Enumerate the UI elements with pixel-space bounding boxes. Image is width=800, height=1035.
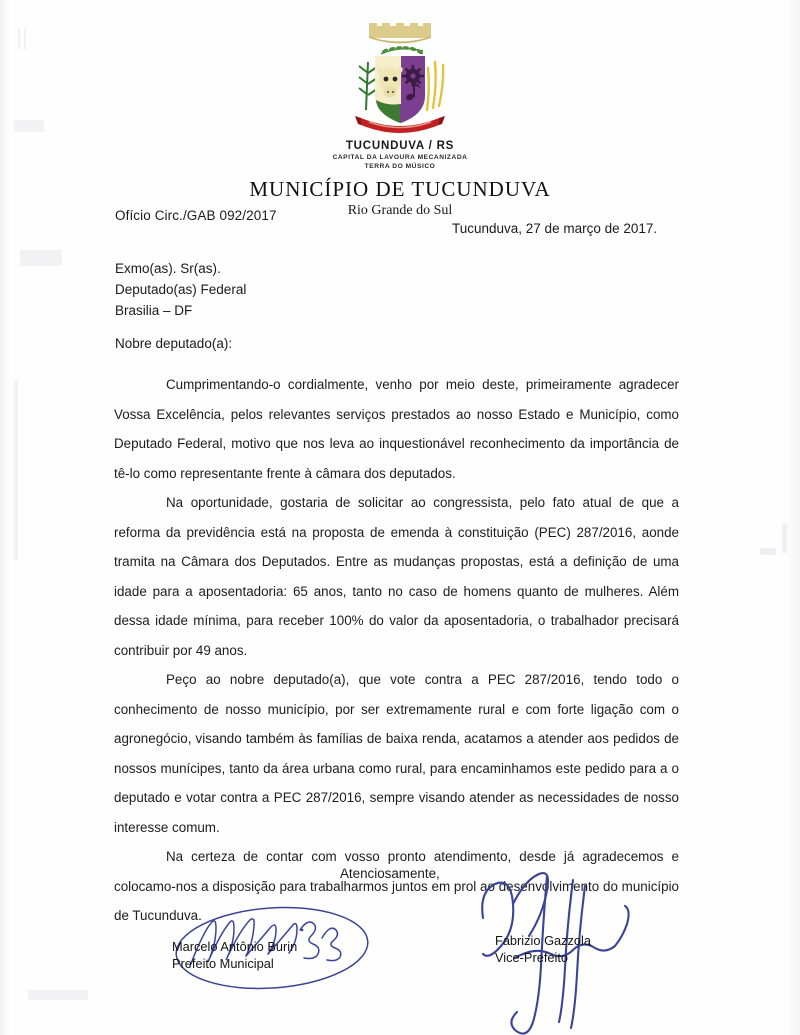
state-subtitle: Rio Grande do Sul bbox=[347, 203, 453, 218]
closing-salutation: Atenciosamente, bbox=[340, 866, 440, 881]
letterhead bbox=[0, 18, 800, 219]
dateline: Tucunduva, 27 de março de 2017. bbox=[452, 221, 658, 236]
scan-speck bbox=[782, 523, 787, 553]
mayor-title: Prefeito Municipal bbox=[172, 956, 274, 971]
crest-city-line: TUCUNDUVA / RS bbox=[345, 140, 455, 152]
document-reference: Ofício Circ./GAB 092/2017 bbox=[115, 208, 277, 223]
scan-speck bbox=[14, 380, 18, 560]
body-paragraph: Peço ao nobre deputado(a), que vote contra a PEC 287/2016, tendo todo o conhecimento de nosso município, por ser extremamente rural e com forte ligação com o agronegócio, visando também às famílias de baixa renda, acatamos a atender aos pedidos de nossos munícipes, tanto da área urbana como rural, para encaminhamos este pedido para a o deputado e votar contra a PEC 287/2016, sempre visando atender as necessidades de nosso interesse comum. bbox=[114, 672, 679, 835]
crest-subtitle-2: TERRA DO MÚSICO bbox=[364, 163, 436, 170]
crest-subtitle-1: CAPITAL DA LAVOURA MECANIZADA bbox=[332, 154, 468, 161]
scan-speck bbox=[28, 990, 88, 1000]
vice-mayor-name: Fabrizio Gazzola bbox=[495, 933, 592, 948]
signature-name-mayor bbox=[172, 938, 297, 972]
vice-mayor-title: Vice-Prefeito bbox=[495, 950, 569, 965]
municipality-title: MUNICÍPIO DE TUCUNDUVA bbox=[249, 177, 551, 201]
addressee-line-2: Deputado(as) Federal bbox=[115, 282, 247, 297]
addressee-block bbox=[115, 258, 246, 321]
body-paragraph: Cumprimentando-o cordialmente, venho por meio deste, primeiramente agradecer Vossa Excelência, pelos relevantes serviços prestados ao nosso Estado e Município, como Deputado Federal, motivo que nos leva ao inquestionável reconhecimento da importância de tê-lo como representante frente à câmara dos deputados. bbox=[114, 377, 679, 481]
signature-block-vice-mayor bbox=[455, 862, 705, 1035]
scan-speck bbox=[20, 250, 62, 266]
addressee-line-3: Brasilia – DF bbox=[115, 303, 193, 318]
salutation: Nobre deputado(a): bbox=[115, 336, 233, 351]
body-paragraph: Na certeza de contar com vosso pronto atendimento, desde já agradecemos e colocamo-nos a disposição para trabalharmos juntos em prol ao desenvolvimento do município de Tucunduva. bbox=[114, 849, 679, 923]
body-paragraph: Na oportunidade, gostaria de solicitar ao congressista, pelo fato atual de que a reforma da previdência está na proposta de emenda à constituição (PEC) 287/2016, aonde tramita na Câmara dos Deputados. Entre as mudanças propostas, está a definição de uma idade para a aposentadoria: 65 anos, tanto no caso de homens quanto de mulheres. Além dessa idade mínima, para receber 100% do valor da aposentadoria, o trabalhador precisará contribuir por 49 anos. bbox=[114, 495, 679, 658]
mayor-name: Marcelo Antônio Burin bbox=[172, 939, 298, 954]
signature-block-mayor bbox=[150, 900, 430, 1000]
signature-name-vice-mayor bbox=[495, 932, 591, 966]
letter-body bbox=[114, 370, 679, 931]
addressee-line-1: Exmo(as). Sr(as). bbox=[115, 261, 221, 276]
coat-of-arms-icon bbox=[335, 18, 465, 138]
scan-speck bbox=[760, 548, 776, 555]
